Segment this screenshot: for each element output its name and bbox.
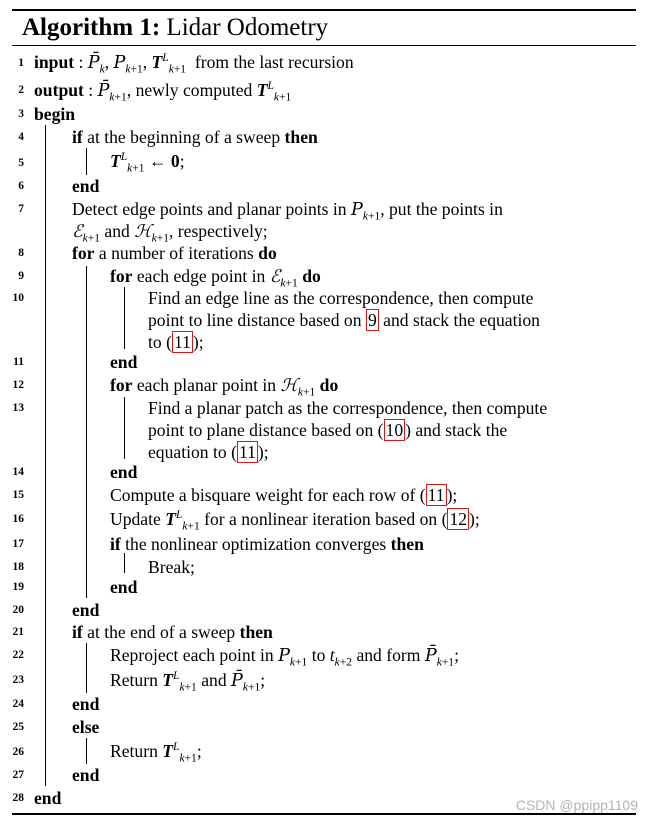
for-iterations-block-bar bbox=[86, 266, 87, 598]
keyword-then: then bbox=[284, 127, 318, 147]
reproject-text-a: Reproject each point in bbox=[110, 645, 274, 665]
keyword-then: then bbox=[390, 534, 424, 554]
line-number: 16 bbox=[12, 513, 24, 525]
and-text: and bbox=[201, 670, 227, 690]
algo-line-for-iterations bbox=[72, 242, 277, 264]
line-number: 14 bbox=[12, 466, 24, 478]
respectively-text: , respectively; bbox=[168, 221, 268, 241]
line-number: 5 bbox=[18, 157, 24, 169]
for-planar-text: each planar point in bbox=[136, 375, 277, 395]
line-number: 17 bbox=[12, 538, 24, 550]
line-number: 15 bbox=[12, 489, 24, 501]
to-text: to bbox=[148, 332, 162, 352]
keyword-for: for bbox=[110, 266, 133, 286]
line-number: 9 bbox=[18, 270, 24, 282]
line-number: 11 bbox=[13, 356, 24, 368]
algo-line-output: output : $P̄_{k+1}$, newly computed $T^L_{k+1}$ bbox=[34, 80, 292, 104]
keyword-if: if bbox=[72, 127, 83, 147]
and-text: and bbox=[104, 221, 130, 241]
line-number: 12 bbox=[12, 379, 24, 391]
return-text: Return bbox=[110, 670, 158, 690]
plane-line-2a: point to plane distance based on bbox=[148, 420, 374, 440]
plane-line-1: Find a planar patch as the correspondence, then compute bbox=[148, 398, 548, 418]
equation-ref-10[interactable]: 10 bbox=[385, 420, 404, 440]
algo-line-return-transform: Return $T^L_{k+1}$; bbox=[110, 741, 202, 765]
keyword-for: for bbox=[72, 243, 95, 263]
line-number: 25 bbox=[12, 721, 24, 733]
if-end-sweep-text: at the end of a sweep bbox=[87, 622, 236, 642]
keyword-if: if bbox=[110, 534, 121, 554]
header-rule bbox=[12, 45, 636, 46]
top-rule bbox=[12, 9, 636, 11]
edge-line-2a: point to line distance based on bbox=[148, 310, 362, 330]
if-end-sweep-block-bar bbox=[86, 643, 87, 693]
bisquare-text: Compute a bisquare weight for each row of bbox=[110, 485, 416, 505]
equation-ref-11[interactable]: 11 bbox=[427, 485, 445, 505]
if-sweep-block-bar bbox=[86, 148, 87, 175]
break-text: Break; bbox=[148, 557, 195, 577]
line-number: 13 bbox=[12, 402, 24, 414]
algo-line-update: Update $T^L_{k+1}$ for a nonlinear iteration based on ( 12 ); bbox=[110, 509, 480, 533]
algo-line-reproject: Reproject each point in $P_{k+1}$ to $t_{k+2}$ and form $P̄_{k+1}$; bbox=[110, 645, 459, 669]
for-iterations-text: a number of iterations bbox=[98, 243, 254, 263]
else-block-bar bbox=[86, 738, 87, 764]
line-number: 2 bbox=[18, 84, 24, 96]
keyword-end: end bbox=[72, 694, 100, 714]
if-converge-block-bar bbox=[124, 553, 125, 573]
keyword-end: end bbox=[72, 765, 100, 785]
algo-line-edge-3: to ( 11 ); bbox=[148, 332, 204, 352]
algo-line-if-converge bbox=[110, 533, 424, 555]
keyword-end: end bbox=[34, 788, 62, 808]
keyword-end: end bbox=[72, 600, 100, 620]
update-text: Update bbox=[110, 509, 161, 529]
line-number: 26 bbox=[12, 746, 24, 758]
bottom-rule bbox=[12, 813, 636, 815]
update-tail-text: for a nonlinear iteration based on bbox=[204, 509, 438, 529]
edge-line-1: Find an edge line as the correspondence, then compute bbox=[148, 288, 534, 308]
algo-line-for-edge: for each edge point in ℰ$_{k+1}$ do bbox=[110, 266, 321, 290]
algo-line-detect-cont: ℰ$_{k+1}$ and ℋ$_{k+1}$, respectively; bbox=[72, 221, 268, 245]
keyword-for: for bbox=[110, 375, 133, 395]
keyword-begin: begin bbox=[34, 104, 76, 124]
line-number: 20 bbox=[12, 604, 24, 616]
return-text: Return bbox=[110, 741, 158, 761]
for-edge-block-bar bbox=[124, 287, 125, 349]
line-number: 21 bbox=[12, 626, 24, 638]
keyword-input: input bbox=[34, 52, 75, 72]
reproject-text-b: to bbox=[311, 645, 326, 665]
line-number: 27 bbox=[12, 769, 24, 781]
algo-line-if-end-sweep bbox=[72, 621, 273, 643]
if-beginning-text: at the beginning of a sweep bbox=[87, 127, 281, 147]
equation-ref-12[interactable]: 12 bbox=[449, 509, 468, 529]
line-number: 7 bbox=[18, 203, 24, 215]
for-planar-block-bar bbox=[124, 397, 125, 459]
algo-line-bisquare: Compute a bisquare weight for each row of ( 11 ); bbox=[110, 485, 458, 505]
if-converge-text: the nonlinear optimization converges bbox=[125, 534, 387, 554]
keyword-output: output bbox=[34, 80, 84, 100]
detect-text-b: , put the points in bbox=[380, 199, 503, 219]
edge-line-2b: and stack the equation bbox=[383, 310, 540, 330]
output-text: , newly computed bbox=[126, 80, 253, 100]
keyword-do: do bbox=[258, 243, 277, 263]
watermark: CSDN @ppipp1109 bbox=[515, 797, 638, 813]
algo-line-plane-3: equation to ( 11 ); bbox=[148, 442, 269, 462]
line-number: 3 bbox=[18, 108, 24, 120]
equation-ref-11[interactable]: 11 bbox=[238, 442, 256, 462]
input-text: from the last recursion bbox=[194, 52, 354, 72]
equation-ref-9[interactable]: 9 bbox=[367, 310, 377, 330]
line-number: 24 bbox=[12, 698, 24, 710]
line-number: 28 bbox=[12, 792, 24, 804]
keyword-end: end bbox=[110, 462, 138, 482]
keyword-else: else bbox=[72, 717, 100, 737]
line-number: 18 bbox=[12, 561, 24, 573]
keyword-do: do bbox=[319, 375, 339, 395]
keyword-then: then bbox=[239, 622, 273, 642]
keyword-if: if bbox=[72, 622, 83, 642]
algo-line-input: input : $P̄_k$, $P_{k+1}$, $T^L_{k+1}$ from the last recursion bbox=[34, 52, 354, 76]
line-number: 19 bbox=[12, 581, 24, 593]
algo-line-plane-2: point to plane distance based on ( 10 ) and stack the bbox=[148, 420, 508, 440]
algorithm-title bbox=[22, 12, 328, 44]
algo-line-for-planar: for each planar point in ℋ$_{k+1}$ do bbox=[110, 375, 339, 399]
algorithm-name: Lidar Odometry bbox=[166, 14, 329, 41]
keyword-end: end bbox=[110, 577, 138, 597]
algo-line-if-beginning bbox=[72, 126, 318, 148]
algorithm-label: Algorithm 1: bbox=[22, 14, 161, 41]
for-edge-text: each edge point in bbox=[136, 266, 266, 286]
line-number: 6 bbox=[18, 180, 24, 192]
equation-ref-11[interactable]: 11 bbox=[173, 332, 191, 352]
reproject-text-c: and form bbox=[356, 645, 421, 665]
algo-line-return-both: Return $T^L_{k+1}$ and $P̄_{k+1}$; bbox=[110, 670, 266, 694]
line-number: 22 bbox=[12, 649, 24, 661]
line-number: 23 bbox=[12, 674, 24, 686]
begin-block-bar bbox=[45, 125, 46, 786]
detect-text-a: Detect edge points and planar points in bbox=[72, 199, 347, 219]
algo-line-edge-2 bbox=[148, 309, 540, 331]
keyword-do: do bbox=[302, 266, 321, 286]
plane-line-3: equation to bbox=[148, 442, 227, 462]
algo-line-detect: Detect edge points and planar points in $P_{k+1}$, put the points in bbox=[72, 199, 503, 223]
line-number: 4 bbox=[18, 131, 24, 143]
keyword-end: end bbox=[110, 352, 138, 372]
line-number: 10 bbox=[12, 292, 24, 304]
plane-line-2b: and stack the bbox=[415, 420, 508, 440]
line-number: 8 bbox=[18, 247, 24, 259]
keyword-end: end bbox=[72, 176, 100, 196]
line-number: 1 bbox=[18, 57, 24, 69]
algo-line-reset-transform: $T^L_{k+1}$ ← 0; bbox=[110, 151, 185, 175]
